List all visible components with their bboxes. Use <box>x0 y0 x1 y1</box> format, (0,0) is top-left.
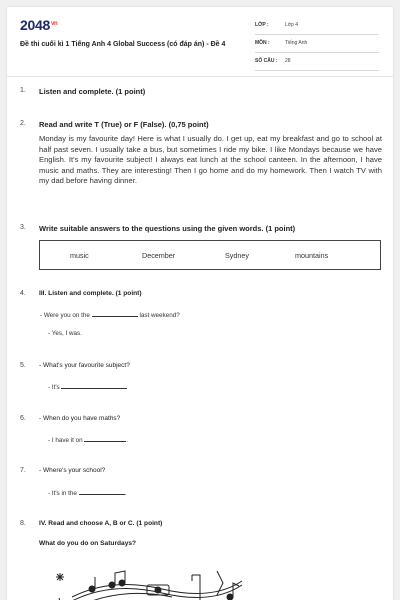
q5-answer-line: - It's <box>48 382 127 391</box>
exam-title: Đề thi cuối kì 1 Tiếng Anh 4 Global Success (có đáp án) - Đề 4 <box>20 41 226 48</box>
word-box-item: Sydney <box>225 251 249 260</box>
word-box <box>39 240 381 270</box>
q8-prompt: What do you do on Saturdays? <box>39 540 137 547</box>
exam-page: $2048^{vn}$ Đề thi cuối kì 1 Tiếng Anh 4 Global Success (có đáp án) - Đề 4 LỚP : Lớp 4 MÔN : Tiếng Anh SỐ CÂU : 28 1. Listen and complete. (1 point) 2. Read and write T (True) or F (False). (0,75 point) Monday is my favourite day! Here is what I usually do. I get up, eat my breakfast and go to school at half past seven. I usually take a bus, but sometimes I ride my bike. I like Mondays because we have English. It's my favourite subject! I always eat lunch at the school canteen. In the afternoon, I have music and maths. They are interesting! Then I go home and do my homework. Then I watch TV with my dad before having dinner. 3. Write suitable answers to the questions using the given words. (1 point) music December Sydney mountains 4. III. Listen and complete. (1 point) - Were you on the last weekend? - Yes, I was. 5. - What's your favourite subject? - It's 6. - When do you have maths? - I have it on . 7. - Where's your school? - It's in the . 8. IV. Read and choose A, B or C. (1 point) What do you do on Saturdays? <box>7 7 393 600</box>
q6-answer-line: - I have it on . <box>48 437 129 444</box>
word-box-item: mountains <box>295 251 329 260</box>
word-box-item: music <box>70 251 89 260</box>
header-divider <box>7 76 393 77</box>
answer-blank[interactable] <box>84 435 126 442</box>
answer-blank[interactable] <box>92 310 138 317</box>
meta-row-subject: MÔN : Tiếng Anh <box>255 35 379 53</box>
exam-meta <box>255 17 379 71</box>
word-box-item: December <box>142 251 176 260</box>
site-logo[interactable]: $2048^{vn}$ <box>20 17 58 33</box>
reading-passage: Monday is my favourite day! Here is what I usually do. I get up, eat my breakfast and go to school at half past seven. I usually take a bus, but sometimes I ride my bike. I like Mondays because we have English. It's my favourite subject! I always eat lunch at the school canteen. In the afternoon, I have music and maths. They are interesting! Then I go home and do my homework. Then I watch TV with my dad before having dinner. <box>39 134 382 186</box>
meta-row-class: LỚP : Lớp 4 <box>255 17 379 35</box>
q4-line-2: - Yes, I was. <box>48 330 82 337</box>
answer-blank[interactable] <box>79 488 125 495</box>
q4-line-1: - Were you on the last weekend? <box>40 312 180 319</box>
meta-row-question-count: SỐ CÂU : 28 <box>255 53 379 71</box>
q7-answer-line: - It's in the . <box>48 490 127 497</box>
answer-blank[interactable] <box>61 382 127 389</box>
page-header <box>7 7 393 69</box>
music-illustration-icon <box>52 567 252 600</box>
